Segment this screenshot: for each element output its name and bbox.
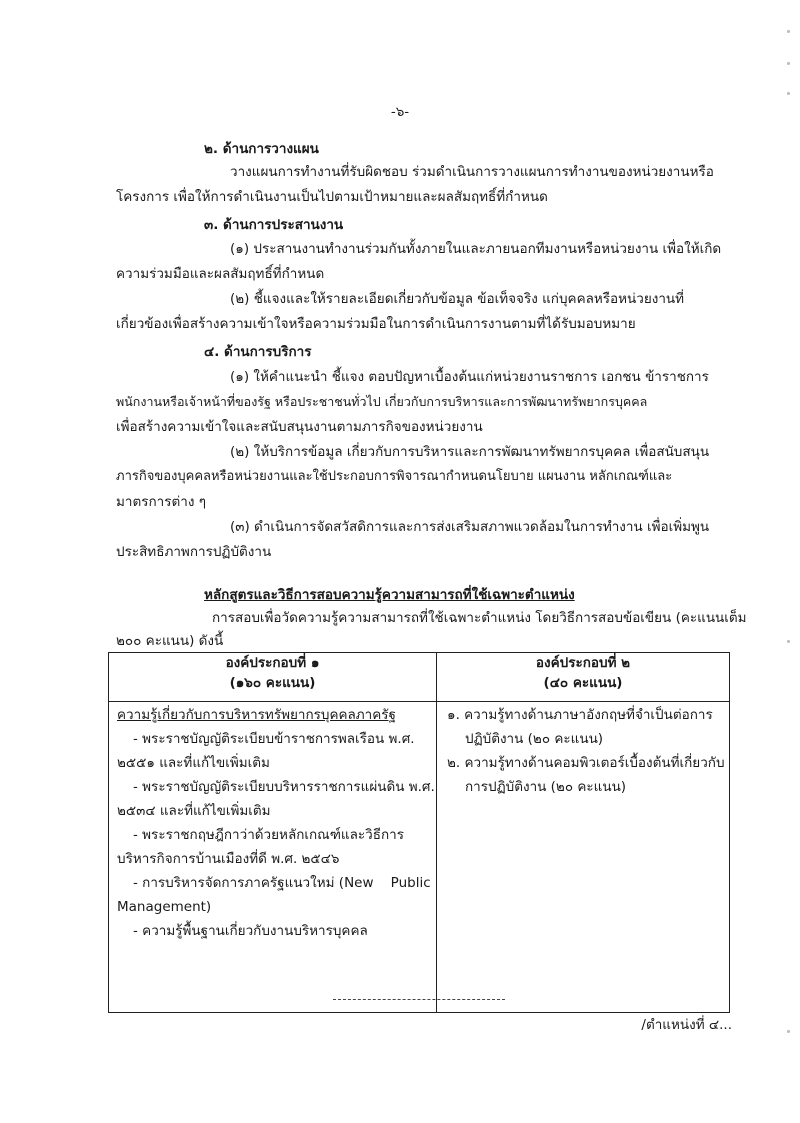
exam-heading: หลักสูตรและวิธีการสอบความรู้ความสามารถที่ใช้เฉพาะตำแหน่ง — [204, 587, 575, 603]
next-page-reference: /ตำแหน่งที่ ๔... — [641, 1017, 732, 1033]
paragraph-line: วางแผนการทำงานที่รับผิดชอบ ร่วมดำเนินการวางแผนการทำงานของหน่วยงานหรือ — [230, 164, 714, 180]
scan-speck — [787, 640, 790, 643]
component-2-header — [437, 653, 730, 702]
paragraph-line: (๑) ประสานงานทำงานร่วมกันทั้งภายในและภายนอกทีมงานหรือหน่วยงาน เพื่อให้เกิด — [230, 241, 722, 257]
list-item: - พระราชบัญญัติระเบียบข้าราชการพลเรือน พ.ศ. — [133, 731, 415, 747]
paragraph-line: เกี่ยวข้องเพื่อสร้างความเข้าใจหรือความร่วมมือในการดำเนินการงานตามที่ได้รับมอบหมาย — [116, 316, 636, 332]
paragraph-line: ความร่วมมือและผลสัมฤทธิ์ที่กำหนด — [116, 266, 325, 282]
component-2-content — [437, 702, 730, 1013]
list-item: Management) — [117, 899, 212, 915]
component-1-score: (๑๖๐ คะแนน) — [229, 675, 316, 691]
paragraph-line: (๒) ให้บริการข้อมูล เกี่ยวกับการบริหารและการพัฒนาทรัพยากรบุคคล เพื่อสนับสนุน — [230, 444, 710, 460]
paragraph-line: มาตรการต่าง ๆ — [116, 494, 206, 510]
scan-speck — [787, 30, 790, 33]
list-item: - การบริหารจัดการภาครัฐแนวใหม่ (New Public — [133, 875, 431, 891]
paragraph-line: (๓) ดำเนินการจัดสวัสดิการและการส่งเสริมสภาพแวดล้อมในการทำงาน เพื่อเพิ่มพูน — [230, 519, 710, 535]
list-item: - พระราชบัญญัติระเบียบบริหารราชการแผ่นดิน พ.ศ. — [133, 779, 435, 795]
component-1-content — [109, 702, 437, 1013]
exam-intro-line: การสอบเพื่อวัดความรู้ความสามารถที่ใช้เฉพาะตำแหน่ง โดยวิธีการสอบข้อเขียน (คะแนนเต็ม — [212, 610, 747, 626]
component-1-header — [109, 653, 437, 702]
list-item: บริหารกิจการบ้านเมืองที่ดี พ.ศ. ๒๕๔๖ — [117, 851, 340, 867]
section-service-heading: ๔. ด้านการบริการ — [204, 344, 312, 360]
paragraph-line: ภารกิจของบุคคลหรือหน่วยงานและใช้ประกอบการพิจารณากำหนดนโยบาย แผนงาน หลักเกณฑ์และ — [116, 469, 673, 484]
scan-speck — [787, 62, 790, 65]
list-item: ๒. ความรู้ทางด้านคอมพิวเตอร์เบื้องต้นที่เกี่ยวกับ — [447, 755, 725, 771]
list-item: ๑. ความรู้ทางด้านภาษาอังกฤษที่จำเป็นต่อการ — [447, 707, 713, 723]
list-item: ๒๕๕๑ และที่แก้ไขเพิ่มเติม — [117, 755, 270, 771]
scan-speck — [787, 92, 790, 95]
page-number: -๖- — [390, 104, 410, 120]
component-1-subheading: ความรู้เกี่ยวกับการบริหารทรัพยากรบุคคลภาครัฐ — [117, 707, 396, 723]
footer-divider — [333, 999, 505, 1000]
component-2-score: (๔๐ คะแนน) — [543, 675, 623, 691]
exam-intro-line: ๒๐๐ คะแนน) ดังนี้ — [116, 633, 224, 649]
list-item: - ความรู้พื้นฐานเกี่ยวกับงานบริหารบุคคล — [133, 923, 368, 939]
scan-speck — [787, 1030, 790, 1033]
paragraph-line: พนักงานหรือเจ้าหน้าที่ของรัฐ หรือประชาชนทั่วไป เกี่ยวกับการบริหารและการพัฒนาทรัพยากรบุคคล — [116, 394, 648, 409]
list-item: ปฏิบัติงาน (๒๐ คะแนน) — [465, 731, 604, 747]
list-item: - พระราชกฤษฎีกาว่าด้วยหลักเกณฑ์และวิธีการ — [133, 827, 404, 843]
component-1-title: องค์ประกอบที่ ๑ — [225, 655, 320, 671]
paragraph-line: เพื่อสร้างความเข้าใจและสนับสนุนงานตามภารกิจของหน่วยงาน — [116, 419, 483, 435]
paragraph-line: ประสิทธิภาพการปฏิบัติงาน — [116, 544, 272, 560]
paragraph-line: (๑) ให้คำแนะนำ ชี้แจง ตอบปัญหาเบื้องต้นแก่หน่วยงานราชการ เอกชน ข้าราชการ — [230, 369, 709, 385]
list-item: การปฏิบัติงาน (๒๐ คะแนน) — [465, 779, 627, 795]
section-coordination-heading: ๓. ด้านการประสานงาน — [204, 217, 344, 233]
paragraph-line: โครงการ เพื่อให้การดำเนินงานเป็นไปตามเป้าหมายและผลสัมฤทธิ์ที่กำหนด — [116, 189, 548, 205]
component-2-title: องค์ประกอบที่ ๒ — [535, 655, 631, 671]
paragraph-line: (๒) ชี้แจงและให้รายละเอียดเกี่ยวกับข้อมูล ข้อเท็จจริง แก่บุคคลหรือหน่วยงานที่ — [230, 291, 685, 307]
exam-components-table — [108, 652, 730, 1013]
list-item: ๒๕๓๔ และที่แก้ไขเพิ่มเติม — [117, 803, 271, 819]
section-planning-heading: ๒. ด้านการวางแผน — [204, 141, 319, 157]
